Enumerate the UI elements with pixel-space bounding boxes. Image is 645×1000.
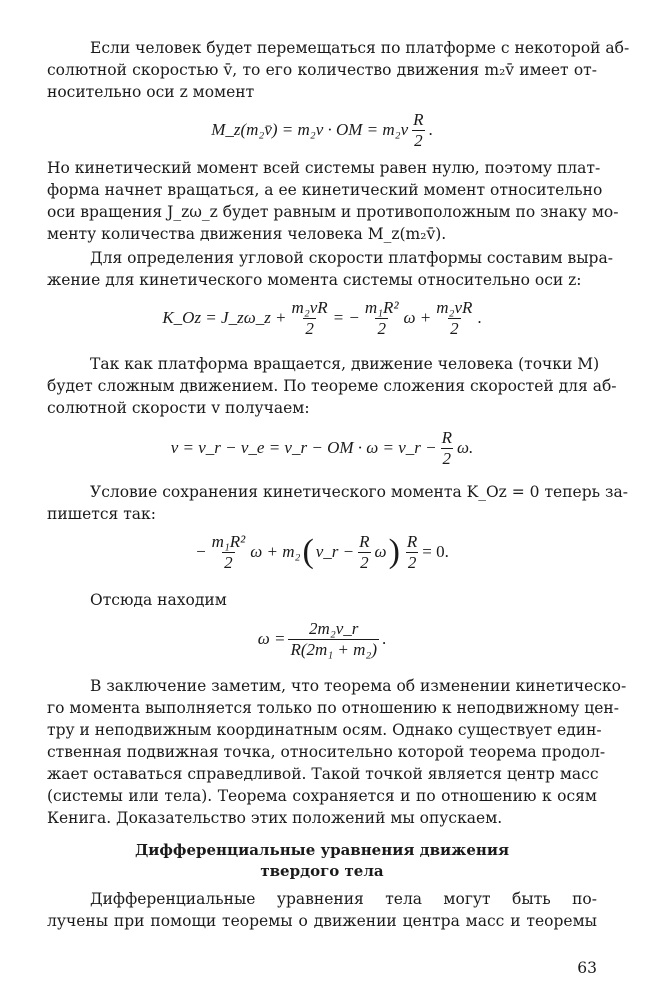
eq4-inner: v_r − (315, 542, 355, 561)
eq5-end: . (382, 629, 387, 648)
eq1-end: . (428, 120, 433, 139)
text-line: пишется так: (47, 505, 156, 523)
eq4-f2-num: R (359, 531, 370, 551)
eq2-end: . (477, 308, 482, 327)
text-line: ственная подвижная точка, относительно которой теорема продол- (47, 743, 606, 761)
eq2-f2-num: m₁R² (364, 297, 399, 317)
eq4-right-paren: ) (388, 533, 400, 570)
eq2-fraction-1 (290, 298, 330, 339)
text-line: го момента выполняется только по отношению к неподвижному цен- (47, 699, 619, 717)
text-line: Условие сохранения кинетического момента K_Oz = 0 теперь за- (90, 483, 628, 501)
eq2-f2-den: 2 (377, 318, 386, 338)
text-line: будет сложным движением. По теореме сложения скоростей для аб- (47, 377, 617, 395)
text-line: Дифференциальные уравнения тела могут быть по- (90, 890, 597, 908)
eq2-mid: = − (332, 308, 360, 327)
text-line: форма начнет вращаться, а ее кинетический момент относительно (47, 181, 603, 199)
eq2-omega-plus: ω + (403, 308, 432, 327)
text-line: тру и неподвижным координатным осям. Однако существует един- (47, 721, 602, 739)
section-heading-line-1: Дифференциальные уравнения движения (134, 841, 510, 859)
eq4-fraction-1 (210, 532, 248, 573)
text-line: менту количества движения человека M_z(m₂v̄). (47, 225, 447, 243)
text-line: носительно оси z момент (47, 83, 255, 101)
eq4-minus: − (195, 542, 207, 561)
eq2-f3-den: 2 (450, 318, 459, 338)
eq3-den: 2 (442, 448, 452, 468)
eq2-f1-num: m₂vR (291, 297, 328, 317)
page-number: 63 (577, 959, 597, 977)
text-line: В заключение заметим, что теорема об изменении кинетическо- (90, 677, 627, 695)
text-line: Но кинетический момент всей системы равен нулю, поэтому плат- (47, 159, 601, 177)
eq4-inner-end: ω (374, 542, 387, 561)
eq4-f3-den: 2 (407, 552, 417, 572)
eq4-f2-den: 2 (360, 552, 369, 572)
eq4-left-paren: ( (302, 533, 314, 570)
section-heading-line-2: твердого тела (260, 862, 384, 880)
eq3-fraction (440, 428, 454, 469)
eq2-left: K_Oz = J_zω_z + (162, 308, 287, 327)
eq2-f3-num: m₂vR (436, 297, 473, 317)
eq3-left: v = v_r − v_e = v_r − OM · ω = v_r − (170, 438, 437, 457)
text-line: жает оставаться справедливой. Такой точкой является центр масс (47, 765, 599, 783)
eq4-f3-num: R (406, 531, 418, 551)
eq4-f1-num: m₁R² (211, 531, 246, 551)
eq1-left: M_z(m₂v̄) = m₂v · OM = m₂v (211, 120, 409, 139)
eq5-fraction (288, 619, 379, 660)
text-line: Отсюда находим (90, 591, 227, 609)
text-line: (системы или тела). Теорема сохраняется и по отношению к осям (47, 787, 597, 805)
eq5-left: ω = (257, 629, 286, 648)
equation-4 (47, 526, 597, 578)
eq4-end: = 0. (422, 542, 449, 561)
eq5-num: 2m₂v_r (309, 618, 359, 638)
eq1-fraction (411, 110, 425, 151)
equation-5 (47, 614, 597, 664)
eq4-f1-den: 2 (224, 552, 233, 572)
eq5-den: R(2m₁ + m₂) (290, 639, 378, 659)
eq4-mid: ω + m₂ (250, 542, 301, 561)
text-line: лучены при помощи теоремы о движении центра масс и теоремы (47, 912, 597, 930)
text-line: Так как платформа вращается, движение человека (точки M) (90, 355, 600, 373)
eq1-den: 2 (414, 130, 423, 150)
text-line: солютной скорости v получаем: (47, 399, 310, 417)
eq3-num: R (441, 427, 452, 447)
text-line: солютной скоростью v̄, то его количество движения m₂v̄ имеет от- (47, 61, 597, 79)
eq2-fraction-2 (363, 298, 401, 339)
text-line: Кенига. Доказательство этих положений мы опускаем. (47, 809, 503, 827)
equation-2 (47, 294, 597, 342)
eq4-fraction-2 (357, 532, 371, 573)
equation-3 (47, 424, 597, 472)
eq3-end: ω. (457, 438, 474, 457)
text-line: жение для кинетического момента системы относительно оси z: (47, 271, 582, 289)
eq1-num: R (413, 109, 424, 129)
text-line: оси вращения J_zω_z будет равным и противоположным по знаку мо- (47, 203, 619, 221)
eq2-fraction-3 (434, 298, 474, 339)
eq2-f1-den: 2 (305, 318, 314, 338)
equation-1 (47, 108, 597, 152)
eq4-fraction-3 (405, 532, 419, 573)
text-line: Для определения угловой скорости платформы составим выра- (90, 249, 613, 267)
text-line: Если человек будет перемещаться по платформе с некоторой аб- (90, 39, 630, 57)
